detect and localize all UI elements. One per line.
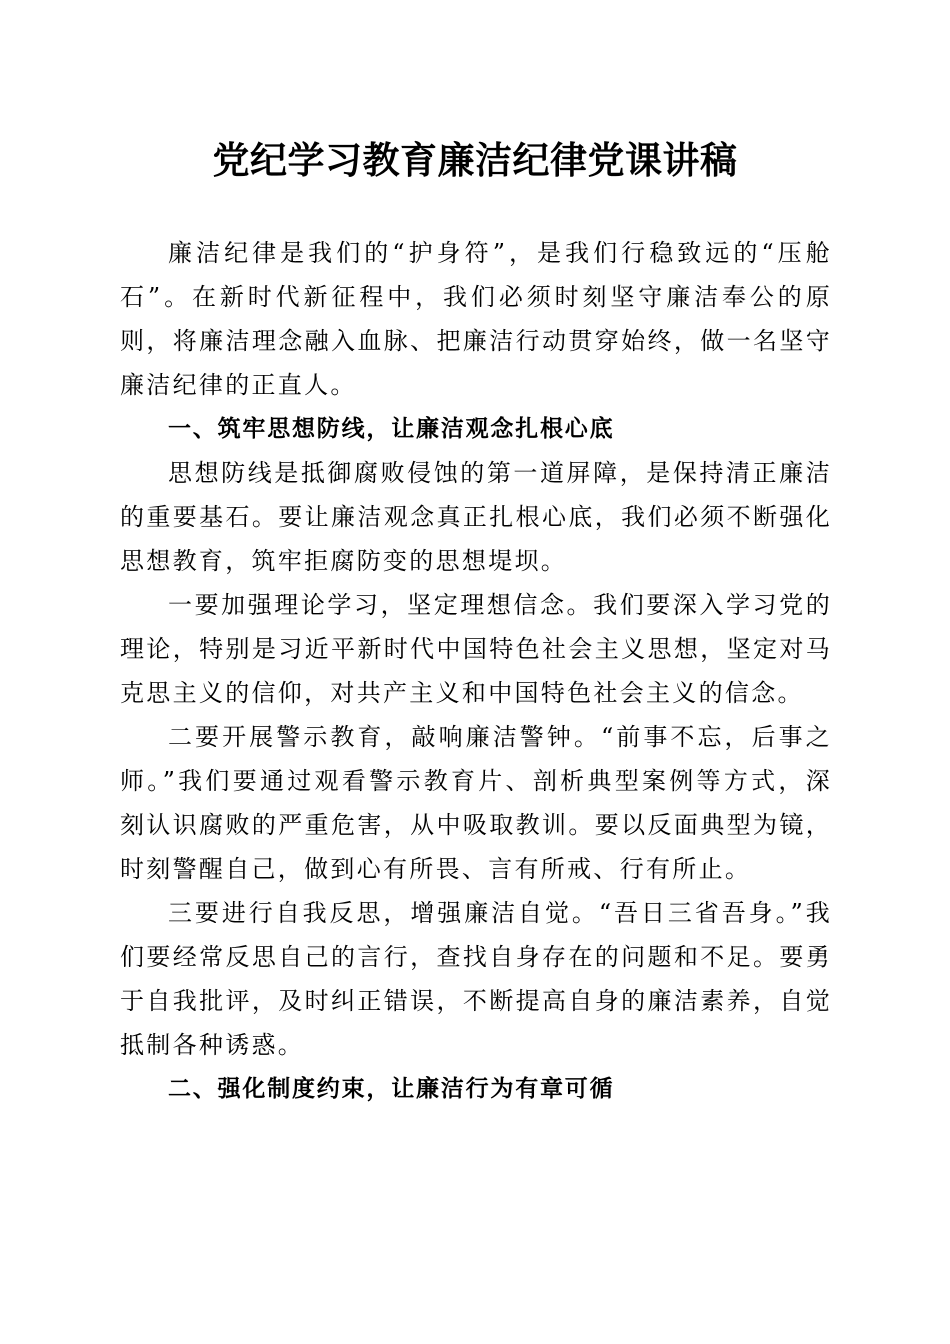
section-1-point-3: 三要进行自我反思，增强廉洁自觉。“吾日三省吾身。”我们要经常反思自己的言行，查找自身存在的问题和不足。要勇于自我批评，及时纠正错误，不断提高自身的廉洁素养，自觉抵制各种诱惑。: [120, 899, 832, 1059]
intro-paragraph: 廉洁纪律是我们的“护身符”，是我们行稳致远的“压舱石”。在新时代新征程中，我们必须时刻坚守廉洁奉公的原则，将廉洁理念融入血脉、把廉洁行动贯穿始终，做一名坚守廉洁纪律的正直人。: [120, 239, 832, 399]
section-1-paragraph: 思想防线是抵御腐败侵蚀的第一道屏障，是保持清正廉洁的重要基石。要让廉洁观念真正扎根心底，我们必须不断强化思想教育，筑牢拒腐防变的思想堤坝。: [120, 459, 832, 575]
document-title: 党纪学习教育廉洁纪律党课讲稿: [212, 138, 738, 182]
section-heading-2: 二、强化制度约束，让廉洁行为有章可循: [168, 1076, 615, 1102]
document-body: [120, 231, 832, 1111]
section-1-point-1: 一要加强理论学习，坚定理想信念。我们要深入学习党的理论，特别是习近平新时代中国特色社会主义思想，坚定对马克思主义的信仰，对共产主义和中国特色社会主义的信念。: [120, 591, 832, 707]
section-1-point-2: 二要开展警示教育，敲响廉洁警钟。“前事不忘，后事之师。”我们要通过观看警示教育片、剖析典型案例等方式，深刻认识腐败的严重危害，从中吸取教训。要以反面典型为镜，时刻警醒自己，做到心有所畏、言有所戒、行有所止。: [120, 723, 832, 883]
section-heading-1: 一、筑牢思想防线，让廉洁观念扎根心底: [168, 416, 615, 442]
